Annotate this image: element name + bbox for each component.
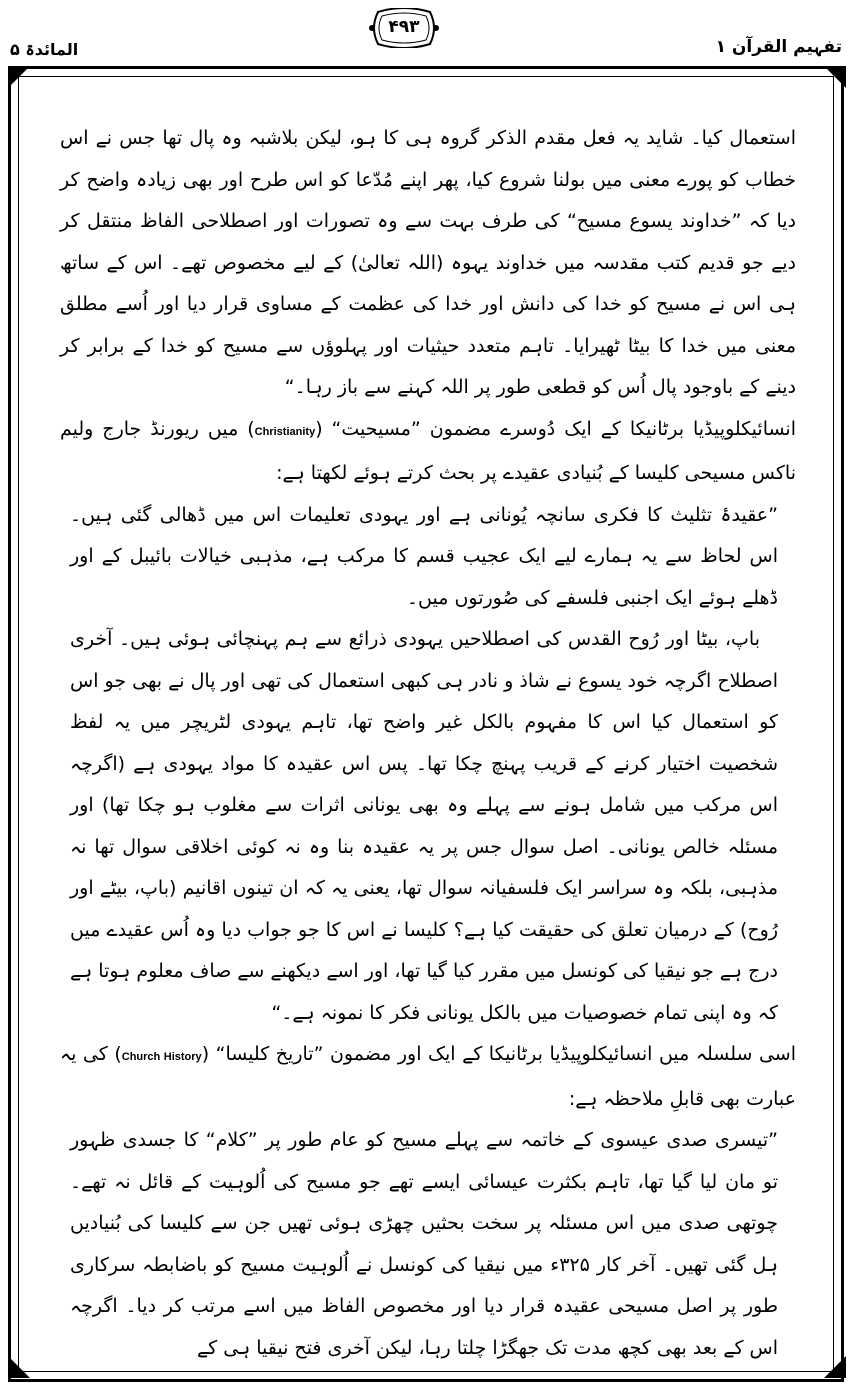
corner-ornament-icon xyxy=(6,64,32,90)
main-text xyxy=(60,118,796,1369)
book-title: تفہیم القرآن ۱ xyxy=(715,37,842,57)
surah-name: المائدۃ ۵ xyxy=(10,40,79,59)
paragraph-intro-2: اسی سلسلہ میں انسائیکلوپیڈیا برٹانیکا کے ایک اور مضمون ”تاریخ کلیسا“ (Church History) کی یہ عبارت بھی قابلِ ملاحظہ ہے: xyxy=(60,1043,796,1110)
corner-ornament-icon xyxy=(822,1354,848,1380)
corner-ornament-icon xyxy=(6,1354,32,1380)
latin-term: Christianity xyxy=(254,425,316,438)
latin-term: Church History xyxy=(121,1051,202,1063)
corner-ornament-icon xyxy=(822,64,848,90)
quote-2: باپ، بیٹا اور رُوح القدس کی اصطلاحیں یہودی ذرائع سے ہم پہنچائی ہوئی ہیں۔ آخری اصطلاح اگرچہ خود یسوع نے شاذ و نادر ہی کبھی استعمال کی تھی اور پال نے بھی جو اس کو استعمال کیا اس کا مفہوم بالکل غیر واضح تھا، تاہم یہودی لٹریچر میں یہ لفظ شخصیت اختیار کرنے کے قریب پہنچ چکا تھا۔ پس اس عقیدہ کا مواد یہودی ہے (اگرچہ اس مرکب میں شامل ہونے سے پہلے وہ بھی یونانی اثرات سے مغلوب ہو چکا تھا) اور مسئلہ خالص یونانی۔ اصل سوال جس پر یہ عقیدہ بنا وہ نہ کوئی اخلاقی سوال تھا نہ مذہبی، بلکہ وہ سراسر ایک فلسفیانہ سوال تھا، یعنی یہ کہ ان تینوں اقانیم (باپ، بیٹے اور رُوح) کے درمیان تعلق کی حقیقت کیا ہے؟ کلیسا نے اس کا جو جواب دیا وہ اُس عقیدے میں درج ہے جو نیقیا کی کونسل میں مقرر کیا گیا تھا، اور اسے دیکھنے سے صاف معلوم ہوتا ہے کہ وہ اپنی تمام خصوصیات میں بالکل یونانی فکر کا نمونہ ہے۔“ xyxy=(70,628,778,1024)
paragraph-body-1: استعمال کیا۔ شاید یہ فعل مقدم الذکر گروہ ہی کا ہو، لیکن بلاشبہ وہ پال تھا جس نے اس خطاب کو پورے معنی میں بولنا شروع کیا، پھر اپنے مُدّعا کو اس طرح اور بھی زیادہ واضح کر دیا کہ ”خداوند یسوع مسیح“ کی طرف بہت سے وہ تصورات اور اصطلاحی الفاظ منتقل کر دیے جو قدیم کتب مقدسہ میں خداوند یہوہ (اللہ تعالیٰ) کے لیے مخصوص تھے۔ اس کے ساتھ ہی اس نے مسیح کو خدا کی دانش اور خدا کی عظمت کے مساوی قرار دیا اور اُسے مطلق معنی میں خدا کا بیٹا ٹھیرایا۔ تاہم متعدد حیثیات اور پہلوؤں سے مسیح کو خدا کے برابر کر دینے کے باوجود پال اُس کو قطعی طور پر اللہ کہنے سے باز رہا۔“ xyxy=(60,127,796,398)
paragraph-intro-1: انسائیکلوپیڈیا برٹانیکا کے ایک دُوسرے مضمون ”مسیحیت“ (Christianity) میں ریورنڈ جارج ولیم ناکس مسیحی کلیسا کے بُنیادی عقیدے پر بحث کرتے ہوئے لکھتا ہے: xyxy=(60,417,797,484)
page-header xyxy=(0,8,856,68)
quote-3: ”تیسری صدی عیسوی کے خاتمہ سے پہلے مسیح کو عام طور پر ”کلام“ کا جسدی ظہور تو مان لیا گیا تھا، تاہم بکثرت عیسائی ایسے تھے جو مسیح کی اُلوہیت کے قائل نہ تھے۔ چوتھی صدی میں اس مسئلہ پر سخت بحثیں چھڑی ہوئی تھیں جن سے کلیسا کی بُنیادیں ہل گئی تھیں۔ آخر کار ۳۲۵ء میں نیقیا کی کونسل نے اُلوہیت مسیح کو باضابطہ سرکاری طور پر اصل مسیحی عقیدہ قرار دیا اور مخصوص الفاظ میں اسے مرتب کر دیا۔ اگرچہ اس کے بعد بھی کچھ مدت تک جھگڑا چلتا رہا، لیکن آخری فتح نیقیا ہی کے xyxy=(70,1129,778,1359)
quote-1: ”عقیدۂ تثلیث کا فکری سانچہ یُونانی ہے اور یہودی تعلیمات اس میں ڈھالی گئی ہیں۔ اس لحاظ سے یہ ہمارے لیے ایک عجیب قسم کا مرکب ہے، مذہبی خیالات بائیبل کے اور ڈھلے ہوئے ایک اجنبی فلسفے کی صُورتوں میں۔ xyxy=(70,503,778,609)
page-number: ۴۹۳ xyxy=(388,17,420,37)
page-number-badge xyxy=(368,8,440,48)
